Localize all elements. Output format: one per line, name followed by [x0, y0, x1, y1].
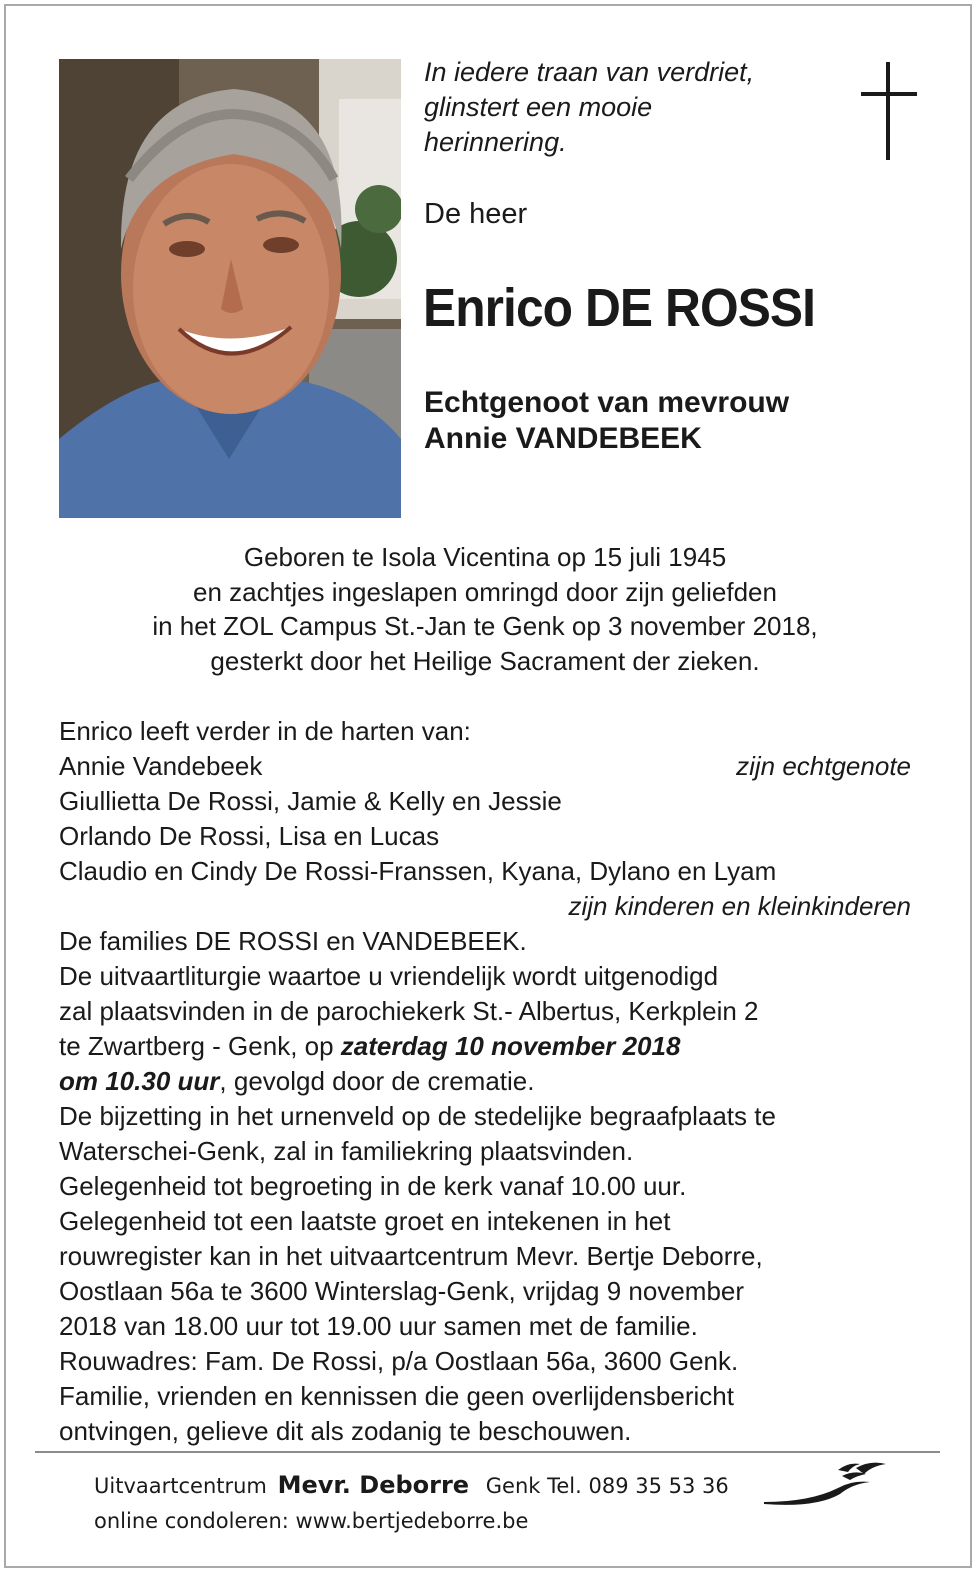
closing-line: Familie, vrienden en kennissen die geen overlijdensbericht: [59, 1381, 734, 1411]
notice-body: [59, 714, 911, 1449]
closing-line: rouwregister kan in het uitvaartcentrum Mevr. Bertje Deborre,: [59, 1241, 763, 1271]
deceased-name: Enrico DE ROSSI: [423, 278, 816, 338]
liturgy-date: zaterdag 10 november 2018: [340, 1031, 681, 1061]
cross-icon: [859, 62, 919, 160]
quote-line: glinstert een mooie: [424, 92, 653, 122]
footer-brand: Mevr. Deborre: [277, 1471, 470, 1499]
closing-line: Rouwadres: Fam. De Rossi, p/a Oostlaan 56a, 3600 Genk.: [59, 1346, 739, 1376]
closing-line: Gelegenheid tot een laatste groet en intekenen in het: [59, 1206, 671, 1236]
footer-online-condolences: online condoleren: www.bertjedeborre.be: [94, 1509, 529, 1533]
birth-line: en zachtjes ingeslapen omringd door zijn geliefden: [193, 576, 777, 607]
liturgy-line: zal plaatsvinden in de parochiekerk St.- Albertus, Kerkplein 2: [59, 996, 759, 1026]
spouse-line: [424, 385, 789, 457]
spouse-name: Annie Vandebeek: [59, 751, 263, 781]
birth-line: gesterkt door het Heilige Sacrament der zieken.: [210, 645, 760, 676]
children-line: Claudio en Cindy De Rossi-Franssen, Kyana, Dylano en Lyam: [59, 856, 777, 886]
portrait-photo: [59, 59, 401, 518]
birth-line: in het ZOL Campus St.-Jan te Genk op 3 november 2018,: [152, 611, 818, 641]
salutation: De heer: [424, 198, 528, 230]
liturgy-after: , gevolgd door de crematie.: [219, 1066, 535, 1096]
closing-line: Gelegenheid tot begroeting in de kerk vanaf 10.00 uur.: [59, 1171, 687, 1201]
closing-line: 2018 van 18.00 uur tot 19.00 uur samen met de familie.: [59, 1311, 698, 1341]
birds-logo-icon: [760, 1458, 890, 1510]
closing-line: De bijzetting in het urnenveld op de stedelijke begraafplaats te: [59, 1101, 776, 1131]
footer-company-line: [94, 1468, 729, 1503]
children-role: zijn kinderen en kleinkinderen: [568, 891, 911, 921]
children-line: Orlando De Rossi, Lisa en Lucas: [59, 821, 440, 851]
closing-line: Oostlaan 56a te 3600 Winterslag-Genk, vrijdag 9 november: [59, 1276, 745, 1306]
spouse-row: [59, 749, 911, 784]
birth-death-details: [40, 540, 930, 678]
quote-line: herinnering.: [424, 127, 567, 157]
survivors-intro: Enrico leeft verder in de harten van:: [59, 716, 471, 746]
memorial-quote: [424, 55, 824, 160]
footer-prefix: Uitvaartcentrum: [94, 1474, 267, 1498]
footer-city-phone: Genk Tel. 089 35 53 36: [485, 1474, 729, 1498]
footer-divider: [35, 1451, 940, 1453]
quote-line: In iedere traan van verdriet,: [424, 57, 755, 87]
children-line: Giullietta De Rossi, Jamie & Kelly en Jessie: [59, 786, 562, 816]
liturgy-time-line: [59, 1064, 911, 1099]
liturgy-place: te Zwartberg - Genk, op: [59, 1031, 341, 1061]
spouse-line-2: Annie VANDEBEEK: [424, 422, 702, 455]
liturgy-line: De uitvaartliturgie waartoe u vriendelijk wordt uitgenodigd: [59, 961, 719, 991]
liturgy-time: om 10.30 uur: [59, 1066, 220, 1096]
families-line: De families DE ROSSI en VANDEBEEK.: [59, 926, 527, 956]
liturgy-date-line: [59, 1029, 911, 1064]
birth-line: Geboren te Isola Vicentina op 15 juli 1945: [243, 542, 727, 572]
spouse-line-1: Echtgenoot van mevrouw: [424, 386, 790, 419]
spouse-role: zijn echtgenote: [736, 751, 911, 781]
closing-line: ontvingen, gelieve dit als zodanig te beschouwen.: [59, 1416, 632, 1446]
closing-line: Waterschei-Genk, zal in familiekring plaatsvinden.: [59, 1136, 634, 1166]
